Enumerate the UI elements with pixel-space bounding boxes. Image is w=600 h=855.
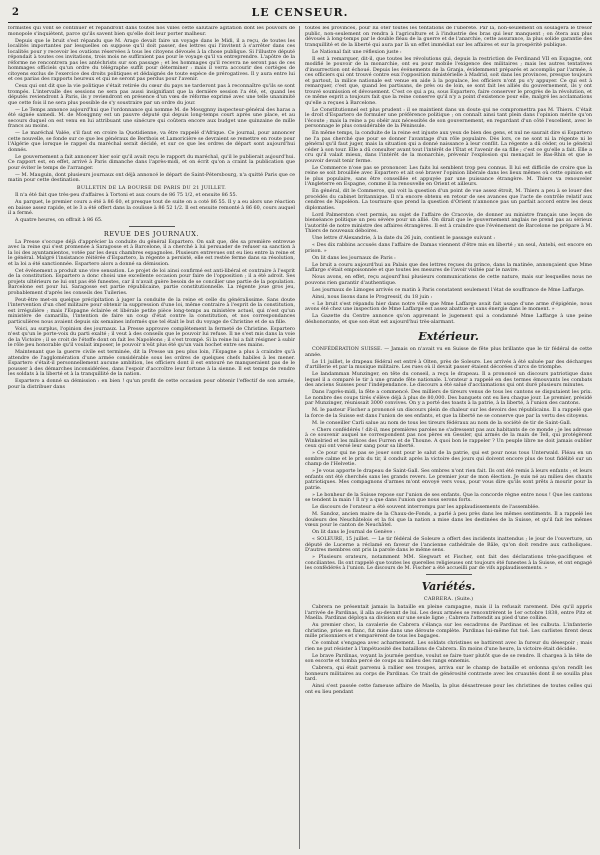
article-paragraph: M. le pasteur Fischer a prononcé un discours plein de chaleur sur les devoirs des républicains. Il a rappelé que la force de la Suisse est dans l'union de ses enfants, et que la liberté ne se conserve que par la vertu des citoyens.: [305, 407, 592, 419]
article-paragraph: En général, dit le Commerce, qui voit la question d'un point de vue assez étroit, M. Thiers a peu à se louer des procédés du cabinet britannique. Il n'a encore obtenu en retour de ses avances que l'acte de contrôle relatif aux cendres de Napoléon. La tournure que prend la question d'Orient n'annonce pas un parfait accord entre les deux diplomaties.: [305, 188, 592, 211]
masthead: LE CENSEUR.: [251, 6, 349, 19]
article-paragraph: Au parquet, le premier cours a été à 86 60, et presque tout de suite on a coté 86 55. Il y a eu alors une réaction en baisse assez rapide, et le 3 a été offert dans la coulisse à 86 52 1/2. Il est ensuite remonté à 86 60, cours auquel il a fermé.: [8, 199, 295, 216]
article-paragraph: Cabrera ne présentait jamais la bataille en pleine campagne, mais il la refusait rarement. Dès qu'il appris l'arrivée de Pardinas, il alla au-devant de lui. Les deux armées se rencontrèrent le 1er octobre 1838, entre Pitz et Maella. Pardinas déploya sa division sur une seule ligne ; Cabrera l'attendit au pied d'une colline.: [305, 604, 592, 621]
article-paragraph: Le Constitutionnel est plus prudent : il se maintient dans un doute qui ne compromettra pas M. Thiers. C'était le droit d'Espartero de formuler une préférence politique ; on connaît ainsi tant plein dans l'opinion mérite qu'on l'écoute ; mais la reine a pu obéir aux nécessités de son gouvernement, en regardant d'un côté l'excellent, avec le personnage le plus considérable de la Péninsule.: [305, 106, 592, 129]
article-paragraph: Une lettre d'Alexandrie, à la date du 26 juin, contient le passage suivant :: [312, 235, 496, 241]
article-paragraph: Il est à remarquer, dit-il, que toutes les révolutions qui, depuis la restriction de Ferdinand VII en Espagne, ont modifié le pouvoir de la monarchie, ont eu pour mobile l'exigence des militaires ; mais les autres tentatives d'insurrection ont échoué. Depuis les événements de la Granja, évidemment préparés et accomplis par l'armée, à ces officiers qui ont trouvé contre eux l'opposition ministérielle à Madrid, soit dans les provinces, presque toujours et partout, la milice nationale est venue en aide à la populace, les officiers n'ont pu s'y appuyer. Ce qui est à remarquer, c'est que, quand les partisans, de près ou de loin, se sont fait les alliés du gouvernement, ils y ont trouvé soumission et dévouement. C'est ce qui a pu, sous Espartero, faire conserver le progrès de la révolution, et ce même esprit a toujours fait que la reine conserve qu'il n'y a point d'existence pour elle, malgré les acclamations qu'elle a reçues à Barcelone.: [305, 55, 592, 106]
article-paragraph: Lord Palmerston s'est permis, au sujet de l'affaire de Cracovie, de donner au ministre français une leçon de bienséance politique un peu sévère pour un allié. On dirait que le gouvernement anglais ne prend pas au sérieux l'autorité de notre ministre des affaires étrangères. Il est à craindre que l'événement de Barcelone ne prépare à M. Thiers de nouveaux déboires.: [305, 211, 592, 234]
article-paragraph: Cet événement a produit une vive sensation. Le projet de loi ainsi confirmé est anti-libéral et contraire à l'esprit de la constitution. Espartero a donc choisi une excellente occasion pour faire de l'opposition ; il a été adroit. Ses projets ultérieurs ne lui ont pas été funestes, car il n'avait guère besoin de se concilier une partie de la population. Barcelone est pour lui. Saragosse est partie républicaine, partie constitutionnelle. La régente joue gros jeu, probablement d'après les conseils des Tuileries.: [8, 267, 295, 296]
article-paragraph: Nous avons, en effet, reçu aujourd'hui plusieurs communications de cette nature, mais sur lesquelles nous ne pouvons rien garantir d'authentique.: [305, 274, 592, 286]
article-paragraph: Ceux qui ont dit que la vie politique s'était retirée du cœur du pays ne tarderont pas à reconnaître qu'ils se sont trompés. L'intervalle des sessions ne sera pas aussi insignifiant que la dernière session l'a été, et, quand les députés reviendront à Paris, ils y reviendront en présence d'un vœu de réforme exprimé avec une telle unanimité que cette fois il ne sera plus possible de s'y soustraire par un ordre du jour.: [8, 83, 295, 106]
feuilleton-subtitle: [305, 597, 592, 603]
article-paragraph: toutes les provinces, pour lui ôter toutes les tentations de l'ubéreté. Par là, non-seulement on soulagera le trésor public, non-seulement on rendra à l'agriculture et à l'industrie des bras qui leur manquent ; on ôtera aux plus dévoués à long-temps par le double fléau de la guerre et de l'anarchie, cette assurance, la plus solide garantie des tranquillité et de la liberté qui aura par là un effet immédiat sur les affaires et sur la prospérité publique.: [305, 26, 592, 48]
section-title-exterieur: Extérieur.: [418, 330, 479, 343]
section-divider: [426, 574, 472, 575]
article-paragraph: — Le maréchal Valée, s'il faut en croire la Quotidienne, va être rappelé d'Afrique. Ce journal, pour annoncer cette nouvelle, se fonde sur ce que les généraux de Berthois et Lamoricière se devraient se remettre en route pour l'Algérie que lorsque le rappel du maréchal serait décidé, et sur ce que les ordres de départ sont aujourd'hui donnés.: [8, 130, 295, 153]
article-paragraph: » Ce pour qui ne pas se jouer sont pour le salut de la patrie, qui est pour nous tous Unterwald. Fléau en un sombre calme et le prix du tir, il conduit après la victoire des jours qui doivent encore plus de tout fidélité sur un champ de l'Helvetie.: [305, 450, 592, 467]
feuilleton-suite: (Suite.): [454, 595, 474, 602]
page-number: 2: [12, 7, 19, 18]
article-paragraph: La Presse s'occupe déjà d'apprécier la conduite du général Espartero. On sait que, dès sa première entrevue avec la reine qui s'est promenée à Saragosse et à Barcelone, il a cherché à lui persuader de refuser sa sanction à la loi des ayuntamientos, votée par les deux chambres espagnoles. Plusieurs entrevues ont eu lieu entre la reine et le général. Malgré l'insistance réitérée d'Espartero, la régente a persisté, elle est restée ferme dans sa résolution, et la loi a été sanctionnée. Espartero alors a donné sa démission.: [8, 238, 295, 267]
bourse-bulletin-title: BULLETIN DE LA BOURSE DE PARIS DU 21 JUILLET.: [76, 184, 227, 191]
column-divider: [299, 26, 300, 849]
article-paragraph: » Je vous apporte le drapeau de Saint-Gall. Ses ombres n'ont rien fait. Ils ont été remis à leurs enfants ; et leurs enfants ont été cherchés sans les grands revers. Le premier jour de mon élection. Je suis né au milieu des chants patriotiques. Mes compagnons d'armes m'ont envoyé vers vous, pour vous dire qu'ils sont prêts à mourir pour la patrie.: [305, 468, 592, 491]
article-paragraph: — Le Temps annonce aujourd'hui que l'ordonnance qui nomme M. de Mosqgnny inspecteur-général des haras a été signée samedi. M. de Mosqgnny est un pauvre député qui depuis long-temps court après une place, et au secours duquel on est venu en lui attribuant une sinécure qui coûtera encore aux budget une quinzaine de mille francs au moins.: [8, 106, 295, 129]
left-column: [8, 26, 295, 849]
article-paragraph: « Chers confédérés ! dit-il, mes premières paroles ne s'adressent pas aux habitants de ce monde ; je les adresse à ce souvenir auquel ne correspondent pas nos pères en Gessler, qui armés de la main de Tell, qui protégèrent Winkelried et les milices des Furren et de Thoune. A quoi bon le rappeler ? Un peuple libre ne doit jamais oublier ceux qui ont versé leur sang pour sa liberté.: [305, 426, 592, 449]
article-paragraph: Ainsi, nous lisons dans le Progressif, du 18 juin :: [312, 293, 433, 300]
article-paragraph: Il n'a été fait que très-peu d'affaires à Tortoni et aux cours de 86 75 1/2, et ensuite 86 55.: [15, 192, 238, 198]
article-paragraph: Le landamman Munzinger, en tête du conseil, a reçu le drapeau. Il a prononcé un discours patriotique dans lequel il a comparé le tir à une grande fête nationale. L'orateur a rappelé en des termes émouvants les combats des anciens Suisses pour l'indépendance. Le discours a été salué d'acclamations qui ont duré plusieurs minutes.: [305, 371, 592, 388]
article-paragraph: En même temps, la conduite de la reine est injuste aux yeux de bien des gens, et nul ne saurait dire si Espartero ne l'a pas cherché que pour se donner l'avantage d'un rôle populaire. Dès lors, ce ne sont ni la régente ni le général qu'il faut juger, mais la situation qui a donné naissance à leur conflit. La régente a dû céder, ou le général céder à son tour. Elle a dû consulter avant tout l'intérêt de l'État et l'avenir de sa fille ; c'est ce qu'elle a fait. Elle a cru qu'il valait mieux, dans l'intérêt de la monarchie, prévenir l'explosion qui menaçait le Bas-Rhin et que le pouvoir devait tenir ferme.: [305, 130, 592, 164]
article-paragraph: « Le bruit s'est répandu hier dans notre ville que Mme Laffarge avait fait usage d'une arme d'épigénie, nous avons été chez une inspection de Mme Laffarge est assez abattue et sans énergie dans le moment. »: [305, 300, 592, 312]
article-paragraph: On lit dans le Journal de Genève :: [312, 529, 396, 535]
article-paragraph: La Gazette du Centre annonce qu'on apprenant le jugement qui a condamné Mme Laffarge à une peine déshonorante, et que son état est aujourd'hui très-alarmant.: [305, 313, 592, 325]
article-paragraph: Depuis que le bruit s'est répandu que M. Arago devait faire un voyage dans le Midi, il a reçu, de toutes les localités importantes par lesquelles on suppose qu'il doit passer, des lettres qui l'invitent à s'arrêter dans ces localités pour y recevoir les ovations réservées à tous les citoyens dévoués à la chose publique. Si l'illustre député répondait à toutes ces invitations, trois mois ne suffiraient pas pour le voyage qu'il va entreprendre. L'apôtre de la réforme ne rencontrera pas les antéchrists sur son passage ; et les hommages qu'il recevra ne seront pas de ces hommages officiels qu'un ordre du télégraphe suffit pour déterminer : mais il verra accourir des cortèges de citoyens exclus de l'exercice des droits politiques et dédaignés de toute espèce de prérogatives. Il y aura entre lui et ces parias des rapports heureux et qui ne seront pas perdus pour l'avenir.: [8, 37, 295, 82]
article-paragraph: Le brave Pardinas, voyant la journée perdue, voulut se faire tuer plutôt que de se rendre. Il chargea à la tête de son escorte et tomba percé de coups au milieu des rangs ennemis.: [305, 652, 592, 664]
article-paragraph: Cabrera, qui était parvenu à rallier ses troupes, arriva sur le champ de bataille et ordonna qu'on rendît les honneurs militaires au corps de Pardinas. Ce trait de générosité contraste avec les cruautés dont il se souilla plus tard.: [305, 665, 592, 682]
article-paragraph: A quatre heures, on offrait à 86 65.: [15, 217, 103, 223]
section-title-revue: REVUE DES JOURNAUX.: [103, 229, 200, 238]
article-paragraph: Voici, au surplus, l'opinion des journaux. La Presse approuve complètement la fermeté de Christine. Espartero n'est qu'un le porte-voix du parti exalté ; il veut à des conseils que le pouvoir lui refuse. Il ne s'est mis dans la voie de la Victoire ; il se croit de l'étoffe dont on fait les Napoléons ; il s'est trompé. Si la reine lui a fait résigner à subir le rôle peu honorable qu'il voulait imposer, le pouvoir n'eût plus été qu'un vain hochet entre ses mains.: [8, 325, 295, 348]
article-paragraph: Au premier choc, la cavalerie de Cabrera s'élança sur les escadrons de Pardinas et les culbuta. L'infanterie christine, prise en flanc, fut mise dans une déroute complète. Pardinas lui-même fut tué. Les carlistes firent deux mille prisonniers et s'emparèrent de tous les bagages.: [305, 622, 592, 639]
page-header: [8, 6, 592, 23]
article-paragraph: Ce combat s'engagea avec acharnement. Les soldats christines se battirent avec la fureur du désespoir ; mais rien ne put résister à l'impétuosité des bataillons de Cabrera. En moins d'une heure, la victoire était décidée.: [305, 640, 592, 652]
article-paragraph: Dans l'après-midi, la fête a commencé. Des milliers de tireurs venus de tous les cantons se disputaient les prix. Le nombre des coups tirés s'élève déjà à plus de 80,000. Des banquets ont eu lieu chaque jour. Le premier, présidé par Munzinger, réunissait 3000 convives. On y a porté des toasts à la patrie, à la liberté, à l'union des cantons.: [305, 389, 592, 406]
article-paragraph: formistes qui vont se continuer et répandront dans toutes nos villes cette salutaire agitation dont les pouvoirs de monopole s'inquiètent, parce qu'ils savent bien qu'elle doit leur porter malheur.: [8, 26, 295, 37]
article-paragraph: Le gouvernement a fait annoncer hier soir qu'il avait reçu le rapport du maréchal, qu'il le publierait aujourd'hui. Ce rapport est, en effet, arrivé à Paris dimanche dans l'après-midi, et on écrit qu'on a craint la publication que pour éviter le temps de l'arranger.: [8, 153, 295, 171]
article-paragraph: » Le bonheur de la Suisse repose sur l'union de ses enfants. Que la concorde règne entre nous ! Que les cantons se tendent la main ! Il n'y a que dans l'union que nous serons forts.: [305, 491, 592, 503]
right-column: [305, 26, 592, 849]
article-paragraph: Le bruit a couru aujourd'hui au Palais que des lettres reçues du prince, dans la matinée, annonçaient que Mme Laffarge s'était empoisonnée et que toutes les mesures de l'avoir visitée par le navire.: [305, 261, 592, 273]
article-paragraph: — M. Mauguin, dont plusieurs journaux ont déjà annoncé le départ de Saint-Pétersbourg, n'a quitté Paris que ce matin pour cette destination.: [8, 171, 295, 183]
article-paragraph: Peut-être met-on quelque précipitation à juger la conduite de la reine et celle du généralissime. Sans doute l'intervention d'un chef militaire pour obtenir la suppression d'une loi, même contraire à l'esprit de la constitution, est irrégulière ; mais l'Espagne éclairée et libérale petite pièce long-temps au ministère actuel, qui n'est qu'un ministère de camarilla, l'intention de faire un coup d'état contre la constitution, et nos correspondances particulières nous avaient depuis six semaines informés que tel était le but du voyage de Christine et de sa fille.: [8, 296, 295, 325]
section-title-varietes: Variétés.: [421, 579, 476, 593]
article-paragraph: Espartero a donné sa démission : en bien ! qu'un profit de cette occasion pour obtenir l'effectif de son armée, pour la distribuer dans: [8, 378, 295, 390]
article-paragraph: CONFÉDÉRATION SUISSE. — Jamais on n'avait vu en Suisse de fête plus brillante que le tir fédéral de cette année.: [305, 346, 592, 358]
article-paragraph: Le discours de l'orateur a été souvent interrompu par les applaudissements de l'assemblée.: [312, 504, 540, 510]
article-paragraph: Ainsi s'est passée cette fameuse affaire de Maella, la plus désastreuse pour les christines de toutes celles qui ont eu lieu pendant: [305, 683, 592, 695]
article-paragraph: » Plusieurs orateurs, notamment MM. Siegwart et Fischer, ont fait des déclarations très-pacifiques et conciliantes. Ils ont rappelé que toutes les querelles religieuses ont toujours été funestes à la Suisse, et ont engagé les confédérés à l'union. Le discours de M. Fischer a été accueilli par de vifs applaudissements. »: [305, 554, 592, 571]
article-paragraph: « Des dix rabbins accusés dans l'affaire de Damas viennent d'être mis en liberté ; un seul, Antebi, est encore en prison. »: [305, 242, 592, 254]
article-paragraph: Maintenant que la guerre civile est terminée, dit la Presse un peu plus loin, l'Espagne a plus à craindre qu'à attendre de l'agglomération d'une armée considérable sous les ordres de quelques chefs habiles à les mener. Espartero s'était-il personnellement aucune ambition, les officiers dont il est entouré ne manqueraient pas de le pousser à des démarches inconsidérées, dans l'espoir d'accroître leur fortune à la sienne. Il est temps de rendre les soldats à la liberté et à la tranquillité de la nation.: [8, 349, 295, 377]
article-paragraph: Le National fait une réflexion juste :: [312, 48, 402, 55]
feuilleton-name: CABRERA.: [423, 595, 454, 602]
article-paragraph: M. Sandoz, ancien maire de la Chaux-de-Fonds, a parlé à peu près dans les mêmes sentiments. Il a rappelé les douleurs des Neuchâtelois et la foi que la nation a mise dans les destinées de la Suisse, et qu'il fait les mêmes vœux pour le canton de Neuchâtel.: [305, 511, 592, 528]
article-paragraph: « SOLEURE, 15 juillet. — Le tir fédéral de Soleure a offert des incidents inattendus ; le jour de l'ouverture, un député de Lucerne a réclamé en faveur de l'ancienne cathédrale de Bâle, qu'on doit rendre aux catholiques. D'autres membres ont pris la parole dans le même sens.: [305, 536, 592, 553]
article-paragraph: Les journaux de Limoges arrivés ce matin à Paris constatent seulement l'état de souffrance de Mme Laffarge.: [312, 286, 585, 293]
article-paragraph: M. le conseiller Carli salue au nom de tous les tireurs fédéraux au nom de la société de tir de Saint-Gall.: [312, 419, 572, 426]
columns: [8, 26, 592, 849]
article-paragraph: Le Commerce n'ose pas se prononcer. Les faits lui semblent trop peu connus. Il lui est difficile de croire que la reine se soit brouillée avec Espartero et ait osé braver l'opinion libérale dans les lieux mêmes où cette opinion est le plus populaire, sans être conseillée et appuyée par une puissance étrangère. M. Thiers va renouveler l'Angleterre en Espagne, comme il la renouvelle en Orient et ailleurs.: [305, 164, 592, 187]
section-divider: [129, 226, 175, 227]
article-paragraph: Le 11 juillet, le drapeau fédéral est entré à Olten, près de Soleure. Les arrivés à été saluée par des décharges d'artillerie et par la musique militaire. Les rues où il devait passer étaient décorées d'arcs de triomphe.: [305, 358, 592, 370]
article-paragraph: On lit dans les journaux de Paris :: [312, 254, 396, 261]
